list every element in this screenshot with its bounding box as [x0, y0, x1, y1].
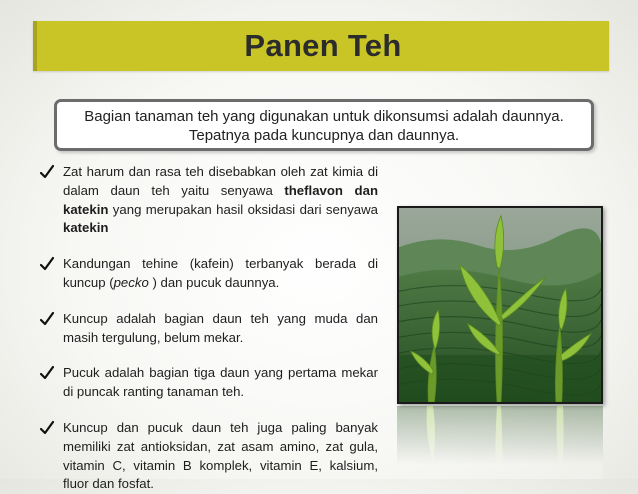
bullet-item [38, 310, 378, 348]
bullet-text: Zat harum dan rasa teh disebabkan oleh zat kimia di dalam daun teh yaitu senyawa [63, 164, 378, 198]
bullet-text: ) dan pucuk daunnya. [148, 274, 280, 290]
tea-plantation-reflection-image [397, 406, 603, 479]
bullet-bold-text: katekin [63, 220, 109, 236]
checkmark-icon [40, 420, 54, 436]
bullet-item [38, 255, 378, 293]
bullet-text: Pucuk adalah bagian tiga daun yang pertama mekar di puncak ranting tanaman teh. [63, 365, 378, 400]
title-bar [33, 21, 609, 71]
tea-plantation-image [399, 208, 601, 402]
bullet-list [38, 163, 378, 494]
bullet-text: yang merupakan hasil oksidasi dari senyawa [108, 201, 378, 217]
bullet-text: Kandungan tehine (kafein) terbanyak berada di kuncup ( [63, 256, 378, 290]
checkmark-icon [40, 164, 54, 180]
checkmark-icon [40, 256, 54, 272]
callout-box [54, 99, 594, 151]
callout-line-2: Tepatnya pada kuncupnya dan daunnya. [188, 127, 460, 144]
bullet-item [38, 419, 378, 494]
bullet-text: Kuncup dan pucuk daun teh juga paling banyak memiliki zat antioksidan, zat asam amino, zat gula, vitamin C, vitamin B komplek, vitamin E, kalsium, fluor dan fosfat. [63, 419, 378, 492]
bullet-item [38, 163, 378, 238]
callout-line-1: Bagian tanaman teh yang digunakan untuk dikonsumsi adalah daunnya. [84, 108, 564, 125]
tea-plantation-photo [397, 206, 603, 404]
slide-title: Panen Teh [244, 28, 402, 63]
checkmark-icon [40, 365, 54, 381]
bullet-italic-text: pecko [113, 274, 149, 290]
photo-reflection [397, 406, 603, 479]
bullet-item [38, 364, 378, 402]
checkmark-icon [40, 311, 54, 327]
bullet-bold-text: theflavon dan katekin [63, 182, 378, 217]
bullet-text: Kuncup adalah bagian daun teh yang muda dan masih tergulung, belum mekar. [63, 310, 378, 345]
